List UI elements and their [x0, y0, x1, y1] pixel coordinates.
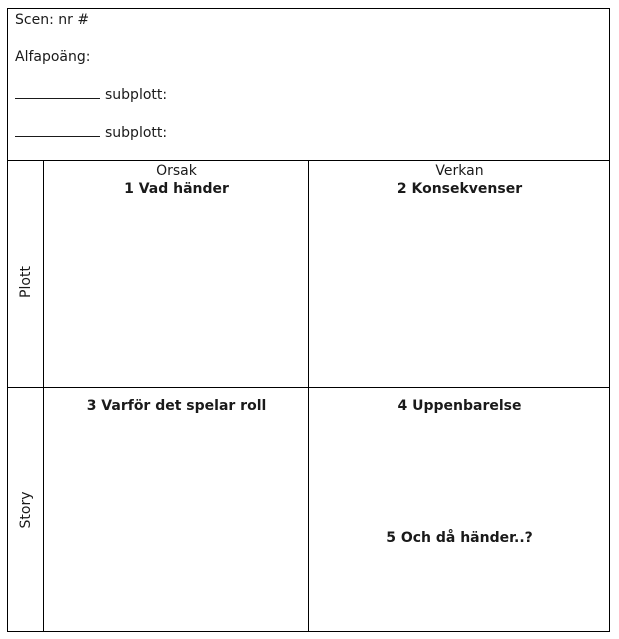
subplot-1-label: subplott: — [105, 87, 168, 103]
box-4-title: 4 Uppenbarelse — [397, 398, 522, 414]
column-header-cause: Orsak — [156, 163, 197, 179]
subplot-line-2 — [15, 123, 167, 142]
row-divider — [8, 387, 609, 388]
subplot-2-label: subplott: — [105, 125, 168, 141]
column-header-effect: Verkan — [435, 163, 484, 179]
row-label-plot: Plott — [18, 266, 34, 298]
column-divider — [308, 161, 309, 631]
scene-number-label: Scen: nr # — [15, 12, 90, 28]
row-label-column — [8, 161, 44, 631]
subplot-1-blank[interactable] — [15, 85, 100, 99]
box-1-title: 1 Vad händer — [124, 181, 229, 197]
scene-worksheet — [7, 8, 610, 632]
cause-effect-grid — [8, 161, 609, 631]
box-5-title: 5 Och då händer..? — [386, 530, 533, 546]
row-label-story: Story — [18, 491, 34, 529]
subplot-line-1 — [15, 85, 167, 104]
box-2-title: 2 Konsekvenser — [396, 181, 523, 197]
subplot-2-blank[interactable] — [15, 123, 100, 137]
worksheet-header — [8, 9, 609, 161]
alpha-points-label: Alfapoäng: — [15, 49, 91, 65]
box-3-title: 3 Varför det spelar roll — [86, 398, 267, 414]
